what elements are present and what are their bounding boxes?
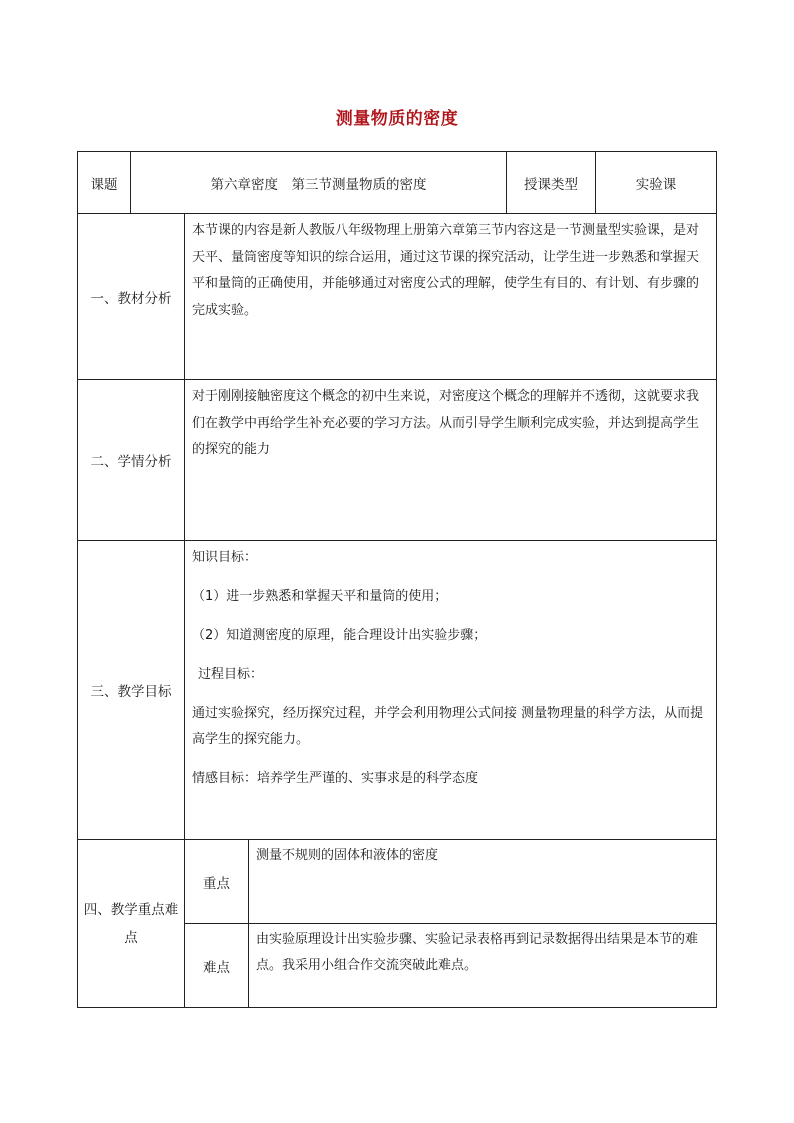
difficult-point-text: 由实验原理设计出实验步骤、实验记录表格再到记录数据得出结果是本节的难点。我采用小组合作交流突破此难点。 bbox=[256, 932, 699, 973]
teaching-goals-content bbox=[185, 541, 717, 840]
document-title: 测量物质的密度 bbox=[335, 109, 459, 129]
process-goal-text: 通过实验探究，经历探究过程，并学会利用物理公式间接 测量物理量的科学方法，从而提高学生的探究能力。 bbox=[192, 706, 704, 747]
teaching-goals-label: 三、教学目标 bbox=[78, 541, 185, 840]
material-analysis-text: 本节课的内容是新人教版八年级物理上册第六章第三节内容这是一节测量型实验课，是对天平、量筒密度等知识的综合运用，通过这节课的探究活动，让学生进一步熟悉和掌握天平和量筒的正确使用，并能够通过对密度公式的理解，使学生有目的、有计划、有步骤的完成实验。 bbox=[192, 223, 700, 318]
knowledge-goal-item-1: （1）进一步熟悉和掌握天平和量筒的使用； bbox=[192, 589, 448, 604]
student-analysis-content bbox=[185, 380, 717, 541]
key-point-label: 重点 bbox=[185, 840, 249, 924]
key-difficult-label-text: 四、教学重点难点 bbox=[83, 901, 179, 946]
material-analysis-row bbox=[78, 214, 717, 380]
key-point-row bbox=[78, 840, 717, 924]
difficult-point-content bbox=[249, 924, 717, 1008]
knowledge-goal-heading: 知识目标： bbox=[192, 550, 258, 565]
header-row bbox=[78, 152, 717, 214]
key-difficult-label bbox=[78, 840, 185, 1008]
lesson-type-label: 授课类型 bbox=[507, 152, 596, 214]
student-analysis-text: 对于刚刚接触密度这个概念的初中生来说，对密度这个概念的理解并不透彻，这就要求我们在教学中再给学生补充必要的学习方法。从而引导学生顺利完成实验，并达到提高学生的探究的能力 bbox=[192, 389, 700, 457]
key-point-text: 测量不规则的固体和液体的密度 bbox=[256, 848, 439, 863]
student-analysis-row bbox=[78, 380, 717, 541]
process-goal-heading: 过程目标： bbox=[198, 667, 264, 682]
emotion-goal-text: 情感目标：培养学生严谨的、实事求是的科学态度 bbox=[192, 771, 479, 786]
student-analysis-label: 二、学情分析 bbox=[78, 380, 185, 541]
lesson-plan-table bbox=[77, 151, 717, 1008]
teaching-goals-row bbox=[78, 541, 717, 840]
material-analysis-label: 一、教材分析 bbox=[78, 214, 185, 380]
topic-label: 课题 bbox=[78, 152, 131, 214]
material-analysis-content bbox=[185, 214, 717, 380]
difficult-point-label: 难点 bbox=[185, 924, 249, 1008]
knowledge-goal-item-2: （2）知道测密度的原理，能合理设计出实验步骤； bbox=[192, 628, 487, 643]
lesson-type-value: 实验课 bbox=[596, 152, 717, 214]
key-point-content bbox=[249, 840, 717, 924]
topic-value: 第六章密度 第三节测量物质的密度 bbox=[131, 152, 507, 214]
